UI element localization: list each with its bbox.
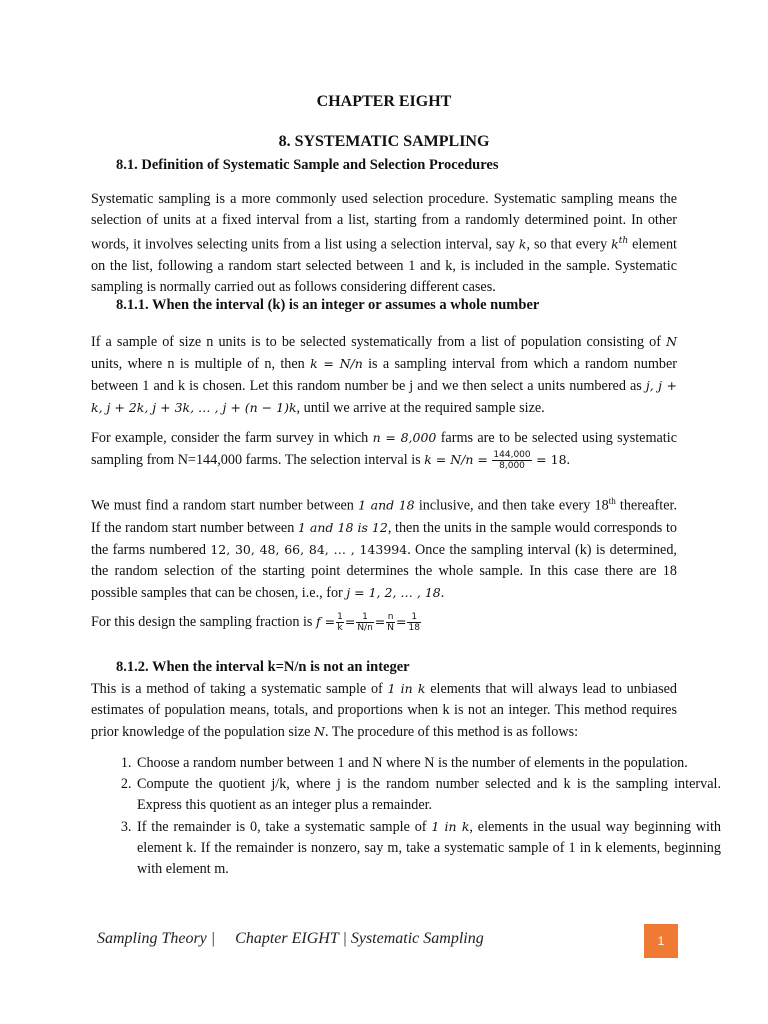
heading-8-1: 8.1. Definition of Systematic Sample and Selection Procedures	[116, 157, 499, 173]
heading-8-1-2: 8.1.2. When the interval k=N/n is not an integer	[116, 659, 410, 675]
procedure-steps	[91, 753, 721, 880]
math-sequence: j, j + k, j + 2k, j + 3k, … , j + (n − 1)k	[91, 378, 677, 415]
paragraph-integer-interval: If a sample of size n units is to be selected systematically from a list of population consisting of N units, where n is multiple of n, then k = N/n is a sampling interval from which a random number between 1 and k is chosen. Let this random number be j and we then select a units numbered as j, j + k, j + 2k, j + 3k, … , j + (n − 1)k, until we arrive at the required sample size.	[91, 334, 677, 416]
fraction-n-N: $\frac{n}{N}$	[387, 612, 394, 634]
math-k: k	[518, 236, 527, 252]
math-k-formula: k = N/n	[310, 356, 363, 371]
footer-chapter-title: Chapter EIGHT | Systematic Sampling	[235, 930, 484, 947]
fraction-1-N-over-n: $\frac{1}{N/n}$	[357, 612, 373, 634]
fraction-1-k: $\frac{1}{k}$	[337, 612, 343, 634]
heading-8-1-1: 8.1.1. When the interval (k) is an integer or assumes a whole number	[116, 297, 540, 313]
section-title: 8. SYSTEMATIC SAMPLING	[278, 133, 490, 150]
step-3: 3. If the remainder is 0, take a systematic sample of 1 in k, elements in the usual way beginning with element k. If the remainder is nonzero, say m, take a systematic sample of 1 in k elements, beginning with element m.	[135, 816, 721, 880]
step-1: 1. Choose a random number between 1 and N where N is the number of elements in the population.	[135, 753, 721, 774]
paragraph-non-integer: This is a method of taking a systematic sample of 1 in k elements that will always lead to unbiased estimates of population means, totals, and proportions when k is not an integer. This method requires prior knowledge of the population size N. The procedure of this method is as follows:	[91, 681, 677, 740]
fraction-144000-8000: $\frac{144,000}{8,000}$	[493, 450, 531, 472]
footer	[97, 930, 484, 948]
paragraph-example: For example, consider the farm survey in which n = 8,000 farms are to be selected using systematic sampling from N=144,000 farms. The selection interval is k = N/n = $\frac{144,000}{8,000}$ = 18.	[91, 430, 677, 472]
page-number-badge: 1	[644, 924, 678, 958]
footer-book-title: Sampling Theory |	[97, 930, 216, 947]
paragraph-definition: Systematic sampling is a more commonly used selection procedure. Systematic sampling means the selection of units at a fixed interval from a list, starting from a randomly determined point. In other words, it involves selecting units from a list using a selection interval, say k, so that every $k^{th}$ element on the list, following a random start selected between 1 and k, is included in the sample. Systematic sampling is normally carried out as follows considering different cases.	[91, 191, 677, 295]
chapter-title: CHAPTER EIGHT	[316, 93, 452, 110]
fraction-1-18: $\frac{1}{18}$	[408, 612, 420, 634]
step-2: 2. Compute the quotient j/k, where j is the random number selected and k is the sampling interval. Express this quotient as an integer plus a remainder.	[135, 774, 721, 816]
paragraph-random-start: We must find a random start number between 1 and 18 inclusive, and then take every 18th thereafter. If the random start number between 1 and 18 is 12, then the units in the sample would corresponds to the farms numbered 12, 30, 48, 66, 84, … , 143994. Once the sampling interval (k) is determined, the random selection of the starting point determines the whole sample. In this case there are 18 possible samples that can be chosen, i.e., for j = 1, 2, … , 18.	[91, 496, 677, 601]
paragraph-sampling-fraction: For this design the sampling fraction is f = $\frac{1}{k}$ = $\frac{1}{N/n}$ = $\frac{n}{N}$ = $\frac{1}{18}$	[91, 612, 420, 634]
